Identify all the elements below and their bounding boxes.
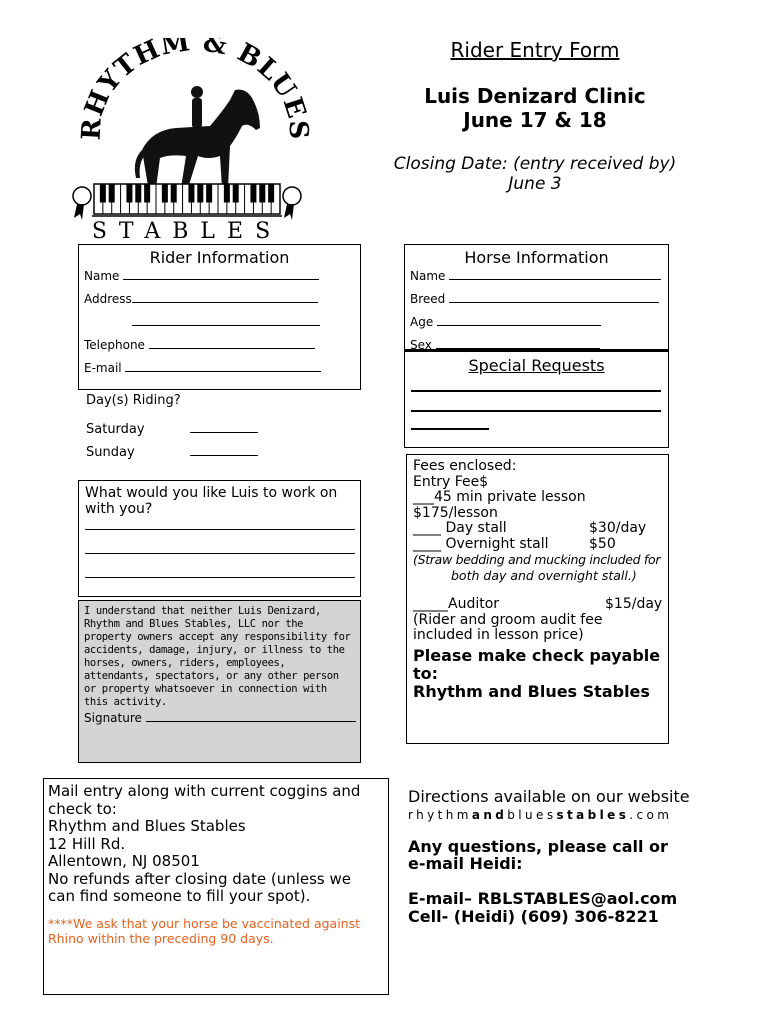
horse-info-title: Horse Information bbox=[464, 248, 609, 267]
sunday-field[interactable]: Sunday bbox=[86, 443, 286, 460]
entry-fee-label: Entry Fee$ bbox=[413, 473, 489, 490]
horse-breed-field[interactable]: Breed bbox=[410, 290, 668, 306]
rider-name-field[interactable]: Name bbox=[84, 267, 359, 283]
waiver-box bbox=[78, 600, 361, 763]
rider-email-field[interactable]: E-mail bbox=[84, 359, 359, 375]
vaccine-note: ****We ask that your horse be vaccinated against Rhino within the preceding 90 days. bbox=[48, 915, 361, 946]
logo-arc-text: RHYTHM & BLUE bbox=[76, 38, 310, 141]
rider-info-title: Rider Information bbox=[149, 248, 290, 267]
work-on-line2[interactable] bbox=[85, 553, 355, 554]
rider-address-field[interactable]: Address bbox=[84, 290, 359, 306]
directions-text: Directions available on our website bbox=[408, 787, 690, 806]
work-on-question: What would you like Luis to work on with you? bbox=[85, 485, 338, 517]
special-requests-title: Special Requests bbox=[468, 356, 605, 375]
work-on-box bbox=[78, 480, 361, 597]
closing-date-line2: June 3 bbox=[508, 174, 562, 194]
questions-text: Any questions, please call or e-mail Heidi: bbox=[408, 837, 668, 873]
contact-email[interactable]: E-mail– RBLSTABLES@aol.com bbox=[408, 889, 678, 908]
audit-note: (Rider and groom audit fee included in lesson price) bbox=[413, 611, 603, 643]
contact-section bbox=[408, 787, 698, 926]
lesson-fee-row[interactable]: ___45 min private lesson $175/lesson bbox=[413, 489, 586, 521]
form-title: Rider Entry Form bbox=[450, 38, 620, 62]
special-requests-line3[interactable] bbox=[411, 426, 489, 430]
special-requests-line2[interactable] bbox=[411, 408, 661, 412]
mail-entry-box bbox=[43, 778, 389, 995]
auditor-row[interactable]: _____Auditor $15/day bbox=[413, 596, 663, 612]
refund-policy: No refunds after closing date (unless we can find someone to fill your spot). bbox=[48, 869, 352, 905]
rider-information-box bbox=[78, 244, 361, 390]
fees-enclosed-label: Fees enclosed: bbox=[413, 458, 517, 474]
horse-logo-icon bbox=[60, 38, 310, 243]
rider-telephone-field[interactable]: Telephone bbox=[84, 336, 359, 352]
days-riding-title: Day(s) Riding? bbox=[86, 393, 181, 408]
clinic-name: Luis Denizard Clinic bbox=[424, 84, 646, 108]
check-payable-line2: to: bbox=[413, 663, 439, 683]
check-payable-line1: Please make check payable bbox=[413, 645, 661, 665]
straw-note-line1: (Straw bedding and mucking included for bbox=[413, 552, 661, 567]
straw-note-line2: both day and overnight stall.) bbox=[451, 567, 637, 583]
closing-date-line1: Closing Date: (entry received by) bbox=[393, 154, 677, 174]
logo-stables-text: STABLES bbox=[91, 219, 283, 243]
fees-box bbox=[406, 454, 669, 744]
special-requests-line1[interactable] bbox=[411, 388, 661, 392]
mail-instructions: Mail entry along with current coggins and check to: bbox=[48, 782, 361, 818]
contact-cell[interactable]: Cell- (Heidi) (609) 306-8221 bbox=[408, 907, 659, 926]
check-payable-line3: Rhythm and Blues Stables bbox=[413, 681, 650, 701]
work-on-line3[interactable] bbox=[85, 577, 355, 578]
piano-keys-icon bbox=[94, 184, 280, 214]
ribbon-left-icon bbox=[73, 187, 91, 220]
clinic-dates: June 17 & 18 bbox=[463, 108, 607, 132]
horse-sex-field[interactable]: Sex bbox=[410, 336, 668, 352]
day-stall-row[interactable]: ____ Day stall $30/day bbox=[413, 520, 647, 536]
ribbon-right-icon bbox=[283, 187, 301, 220]
stables-logo bbox=[60, 38, 310, 243]
days-riding-section bbox=[86, 393, 286, 460]
saturday-field[interactable]: Saturday bbox=[86, 420, 286, 437]
mail-address-city: Allentown, NJ 08501 bbox=[48, 852, 200, 870]
mail-address-street: 12 Hill Rd. bbox=[48, 834, 126, 853]
horse-name-field[interactable]: Name bbox=[410, 267, 668, 283]
website-link[interactable]: rhythmandbluesstables.com bbox=[408, 808, 673, 822]
overnight-stall-row[interactable]: ____ Overnight stall $50 bbox=[413, 535, 616, 552]
horse-information-box bbox=[404, 244, 669, 350]
mail-address-name: Rhythm and Blues Stables bbox=[48, 817, 246, 835]
horse-age-field[interactable]: Age bbox=[410, 313, 668, 329]
waiver-text: I understand that neither Luis Denizard, Rhythm and Blues Stables, LLC nor the property owners accept any responsibility for accidents, damage, injury, or illness to the horses, owners, riders, employees, attendants, spectators, or any other person or property whatsoever in connection with this activity. bbox=[84, 605, 351, 708]
rider-address-line2[interactable] bbox=[84, 313, 359, 329]
signature-field[interactable]: Signature bbox=[84, 709, 356, 725]
special-requests-box bbox=[404, 350, 669, 448]
work-on-line1[interactable] bbox=[85, 529, 355, 530]
